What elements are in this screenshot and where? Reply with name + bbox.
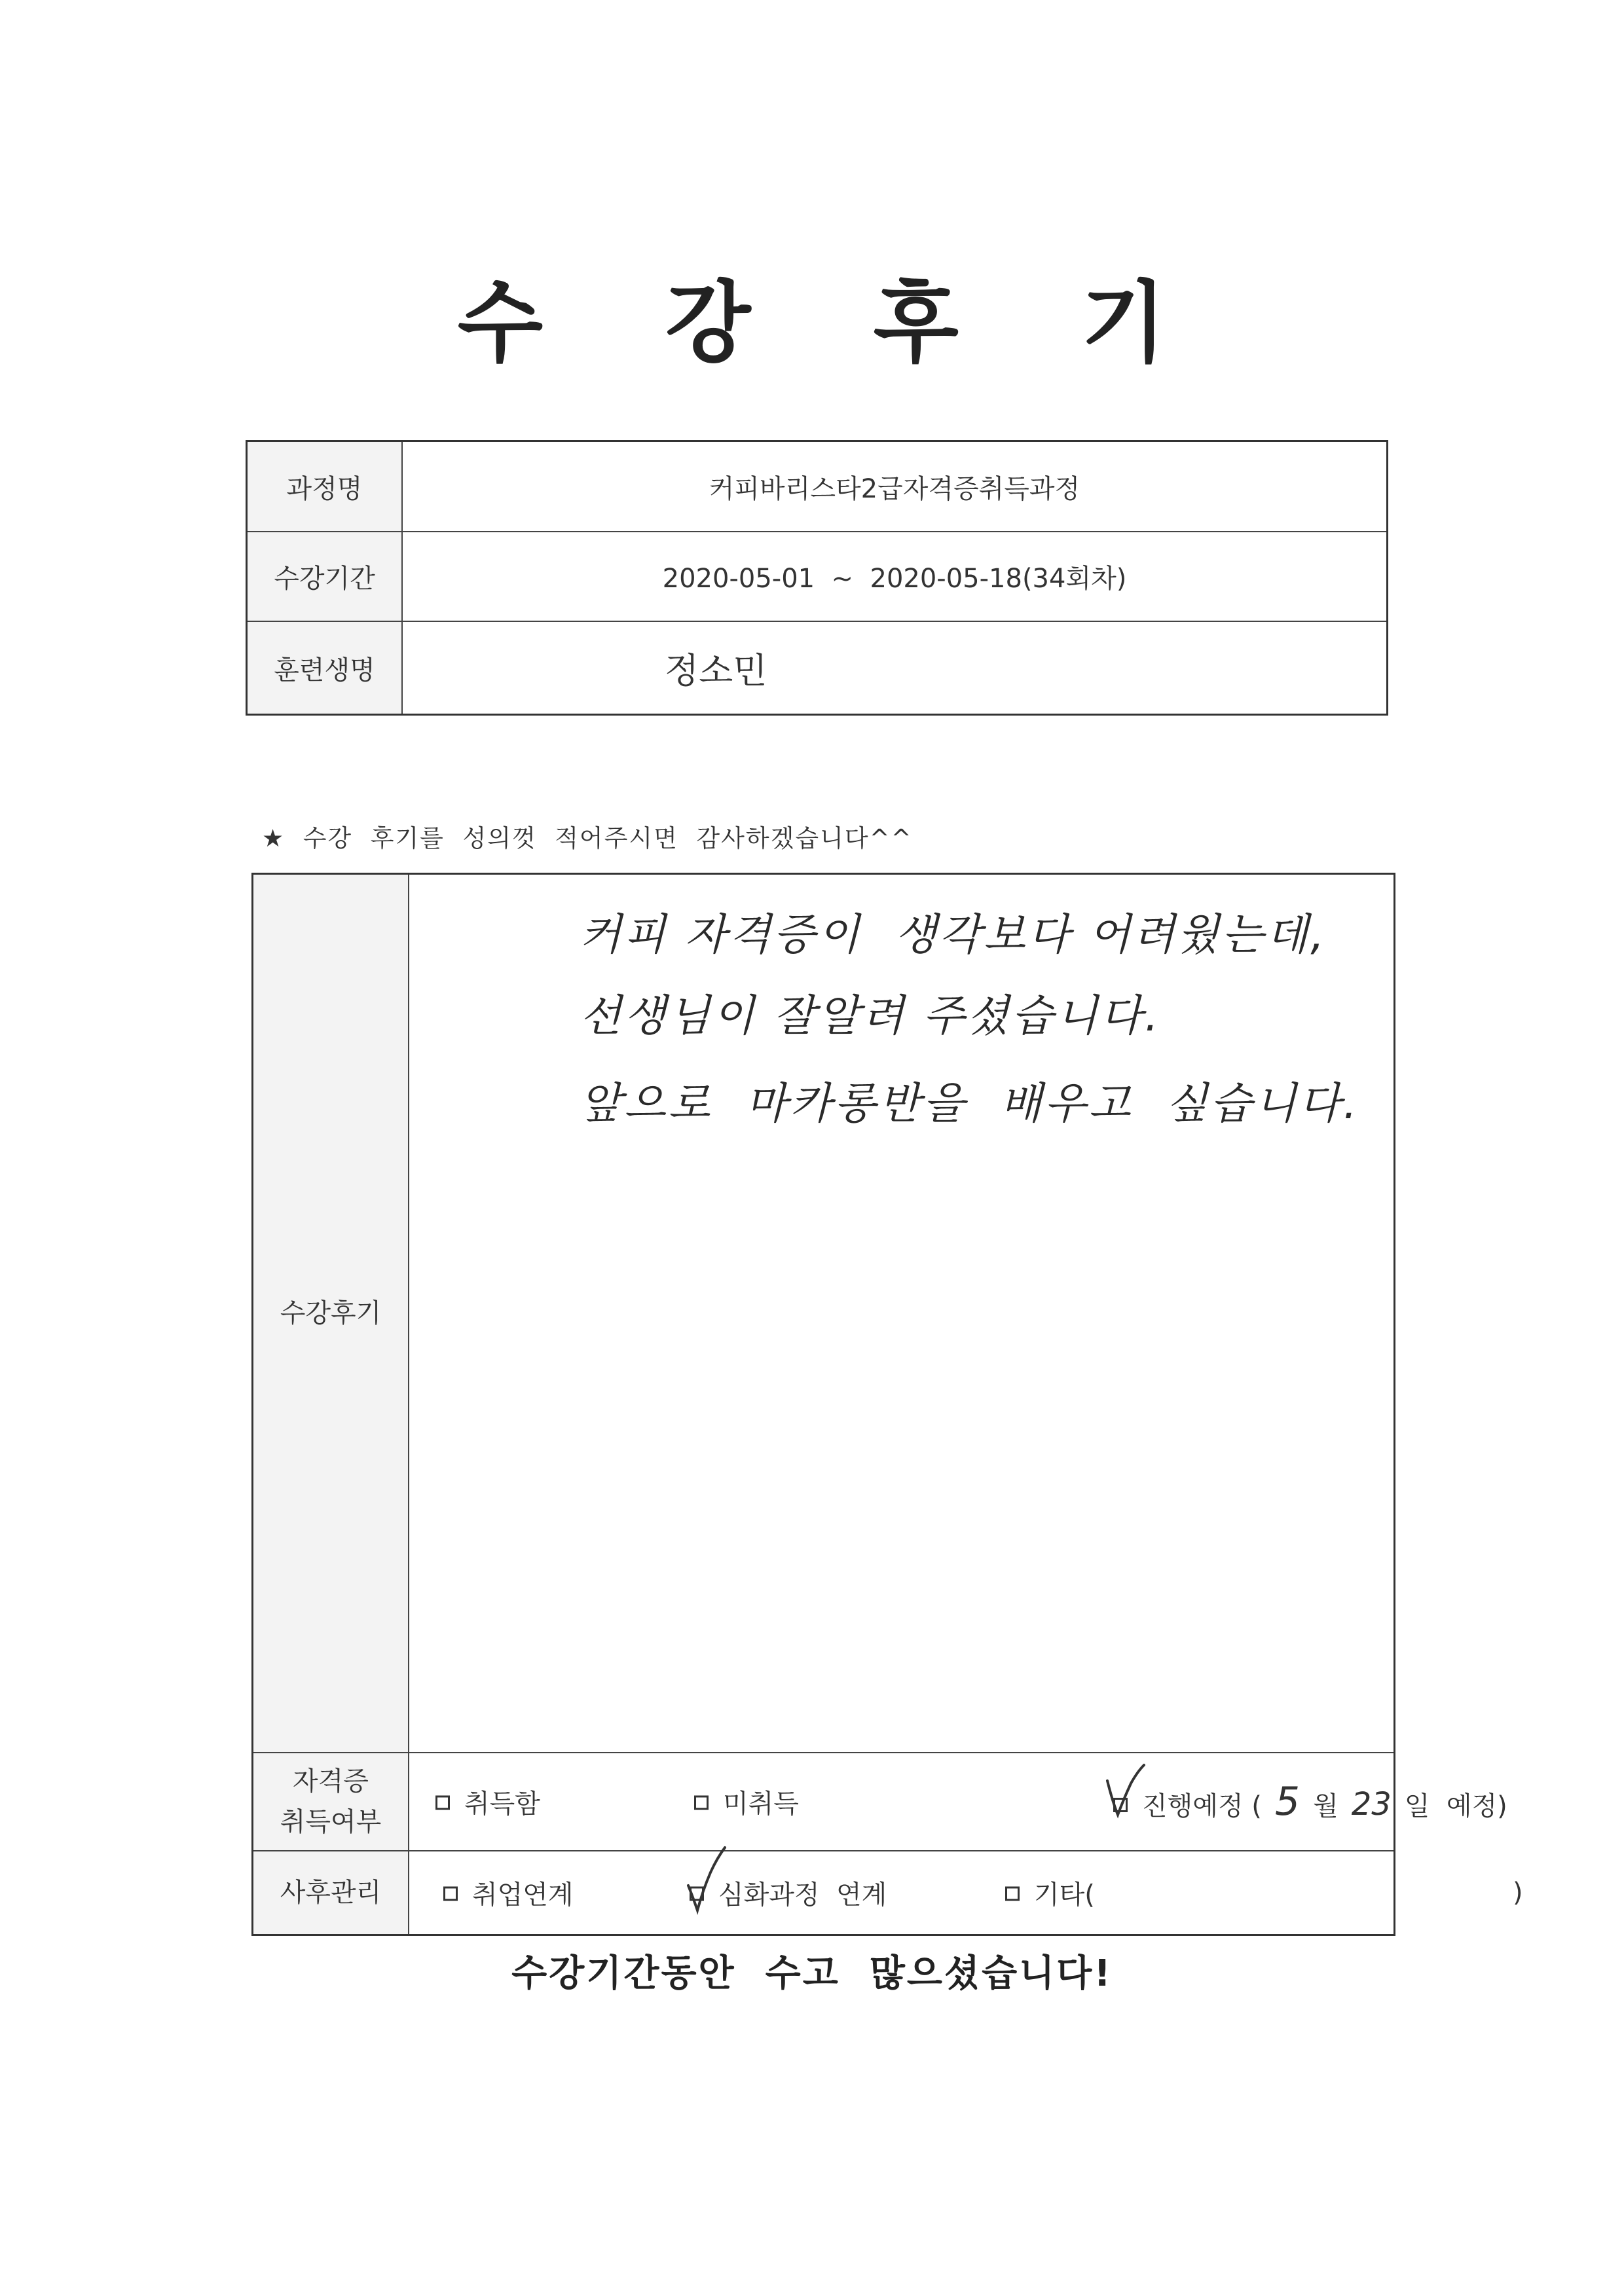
option-not-acquired[interactable] — [694, 1783, 799, 1821]
planned-month-value: 5 — [1274, 1779, 1301, 1825]
course-period-value: 2020-05-01 ~ 2020-05-18(34회차) — [402, 532, 1388, 621]
review-line: 커피 자격증이 생각보다 어려웠는데, — [580, 909, 1327, 960]
day-unit: 일 예정) — [1404, 1791, 1507, 1821]
course-name-value: 커피바리스타2급자격증취득과정 — [402, 441, 1388, 532]
option-not-acquired-label: 미취득 — [723, 1789, 799, 1819]
option-acquired[interactable] — [435, 1783, 540, 1821]
review-body — [409, 874, 1395, 1753]
review-row — [253, 874, 1395, 1753]
option-planned[interactable] — [1113, 1779, 1507, 1825]
course-period-label: 수강기간 — [247, 532, 403, 621]
course-period-row — [247, 532, 1388, 621]
trainee-row — [247, 621, 1388, 715]
trainee-name-value: 정소민 — [402, 621, 1388, 715]
course-info-table — [246, 440, 1388, 716]
option-employment-label: 취업연계 — [472, 1880, 574, 1910]
trainee-label: 훈련생명 — [247, 621, 403, 715]
footer-message: 수강기간동안 수고 많으셨습니다! — [511, 1952, 1113, 1995]
checkbox-other[interactable] — [1005, 1887, 1020, 1901]
option-other-label: 기타( — [1034, 1880, 1095, 1910]
option-advanced[interactable] — [690, 1874, 887, 1912]
option-employment[interactable] — [443, 1874, 574, 1912]
option-acquired-label: 취득함 — [464, 1789, 540, 1819]
checkbox-advanced[interactable] — [690, 1887, 704, 1901]
aftercare-options — [409, 1851, 1523, 1935]
checkbox-not-acquired[interactable] — [694, 1796, 709, 1810]
checkbox-employment[interactable] — [443, 1887, 458, 1901]
course-name-row — [247, 441, 1388, 532]
review-notice: ★ 수강 후기를 성의껏 적어주시면 감사하겠습니다^^ — [262, 824, 913, 852]
certification-label-line1: 자격증 — [293, 1766, 369, 1796]
page-title: 수 강 후 기 — [457, 272, 1213, 374]
month-unit: 월 — [1313, 1791, 1338, 1821]
aftercare-row — [253, 1851, 1395, 1935]
certification-label-line2: 취득여부 — [280, 1807, 382, 1837]
option-other-close: ) — [1513, 1878, 1523, 1908]
option-advanced-label: 심화과정 연계 — [718, 1880, 887, 1910]
certification-label — [253, 1753, 409, 1851]
certification-options — [409, 1753, 1507, 1851]
checkbox-planned[interactable] — [1113, 1798, 1128, 1812]
review-line: 선생님이 잘알려 주셨습니다. — [580, 991, 1162, 1041]
aftercare-label: 사후관리 — [253, 1851, 409, 1935]
review-line: 앞으로 마카롱반을 배우고 싶습니다. — [580, 1078, 1360, 1129]
review-label: 수강후기 — [253, 874, 409, 1753]
option-other[interactable] — [1005, 1874, 1095, 1912]
certification-row — [253, 1753, 1395, 1851]
course-name-label: 과정명 — [247, 441, 403, 532]
review-table — [251, 873, 1523, 1936]
planned-day-value: 23 — [1351, 1786, 1392, 1823]
checkbox-acquired[interactable] — [435, 1796, 450, 1810]
option-planned-label: 진행예정 ( — [1142, 1791, 1262, 1821]
